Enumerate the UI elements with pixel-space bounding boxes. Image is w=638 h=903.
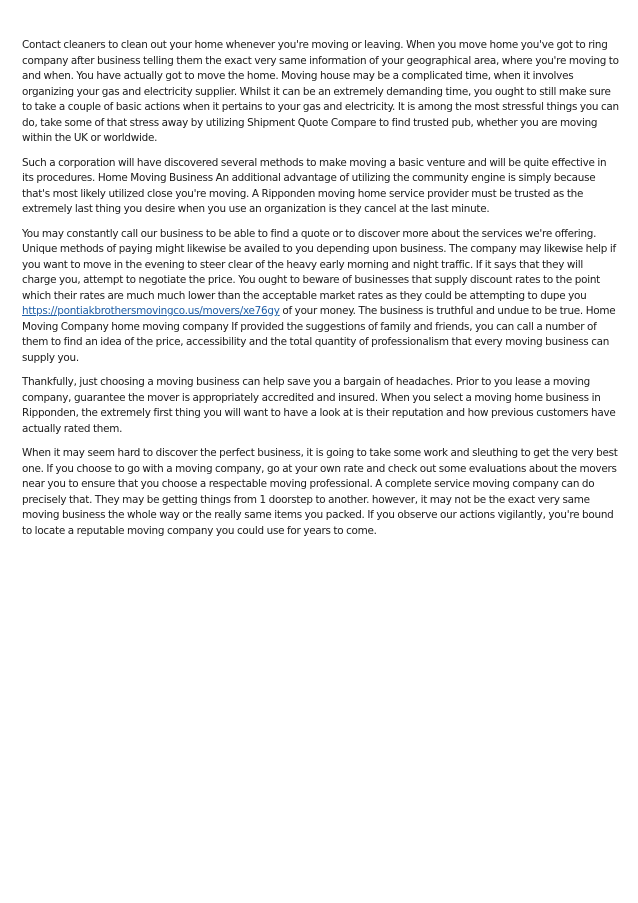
movers-link[interactable]: https://pontiakbrothersmovingco.us/movers/xe76gy: [22, 305, 280, 317]
paragraph-3: [22, 227, 620, 367]
paragraph-3-before-link: You may constantly call our business to be able to find a quote or to discover more about the services we're offering. Unique methods of paying might likewise be availed to you depending upon business. The company may likewise help if you want to move in the evening to steer clear of the heavy early morning and night traffic. If it says that they will charge you, attempt to negotiate the price. You ought to beware of businesses that supply discount rates to the point which their rates are much much lower than the acceptable market rates as they could be attempting to dupe you: [22, 227, 616, 302]
paragraph-2: Such a corporation will have discovered several methods to make moving a basic venture and will be quite effective in its procedures. Home Moving Business An additional advantage of utilizing the community engine is simply because that's most likely utilized close you're moving. A Ripponden moving home service provider must be trusted as the extremely last thing you desire when you use an organization is they cancel at the last minute.: [22, 156, 607, 215]
paragraph-5: When it may seem hard to discover the perfect business, it is going to take some work and sleuthing to get the very best one. If you choose to go with a moving company, go at your own rate and check out some evaluations about the movers near you to ensure that you choose a respectable moving professional. A complete service moving company can do precisely that. They may be getting things from 1 doorstep to another. however, it may not be the exact very same moving business the whole way or the really same items you packed. If you observe our actions vigilantly, you're bound to locate a reputable moving company you could use for years to come.: [22, 447, 618, 537]
paragraph-3-after-link: of your money. The business is truthful and undue to be true. Home Moving Company home moving company If provided the suggestions of family and friends, you can call a number of them to find an idea of the price, accessibility and the total quantity of professionalism that every moving business can supply you.: [22, 305, 616, 364]
document-page: [22, 38, 620, 548]
paragraph-4: Thankfully, just choosing a moving business can help save you a bargain of headaches. Prior to you lease a moving company, guarantee the mover is appropriately accredited and insured. When you select a moving home business in Ripponden, the extremely first thing you will want to have a look at is their reputation and how previous customers have actually rated them.: [22, 376, 616, 435]
paragraph-1: Contact cleaners to clean out your home whenever you're moving or leaving. When you move home you've got to ring company after business telling them the exact very same information of your geographical area, where you're moving to and when. You have actually got to move the home. Moving house may be a complicated time, when it involves organizing your gas and electricity supplier. Whilst it can be an extremely demanding time, you ought to still make sure to take a couple of basic actions when it pertains to your gas and electricity. It is among the most stressful things you can do, take some of that stress away by utilizing Shipment Quote Compare to find trusted pub, whether you are moving within the UK or worldwide.: [22, 39, 619, 144]
